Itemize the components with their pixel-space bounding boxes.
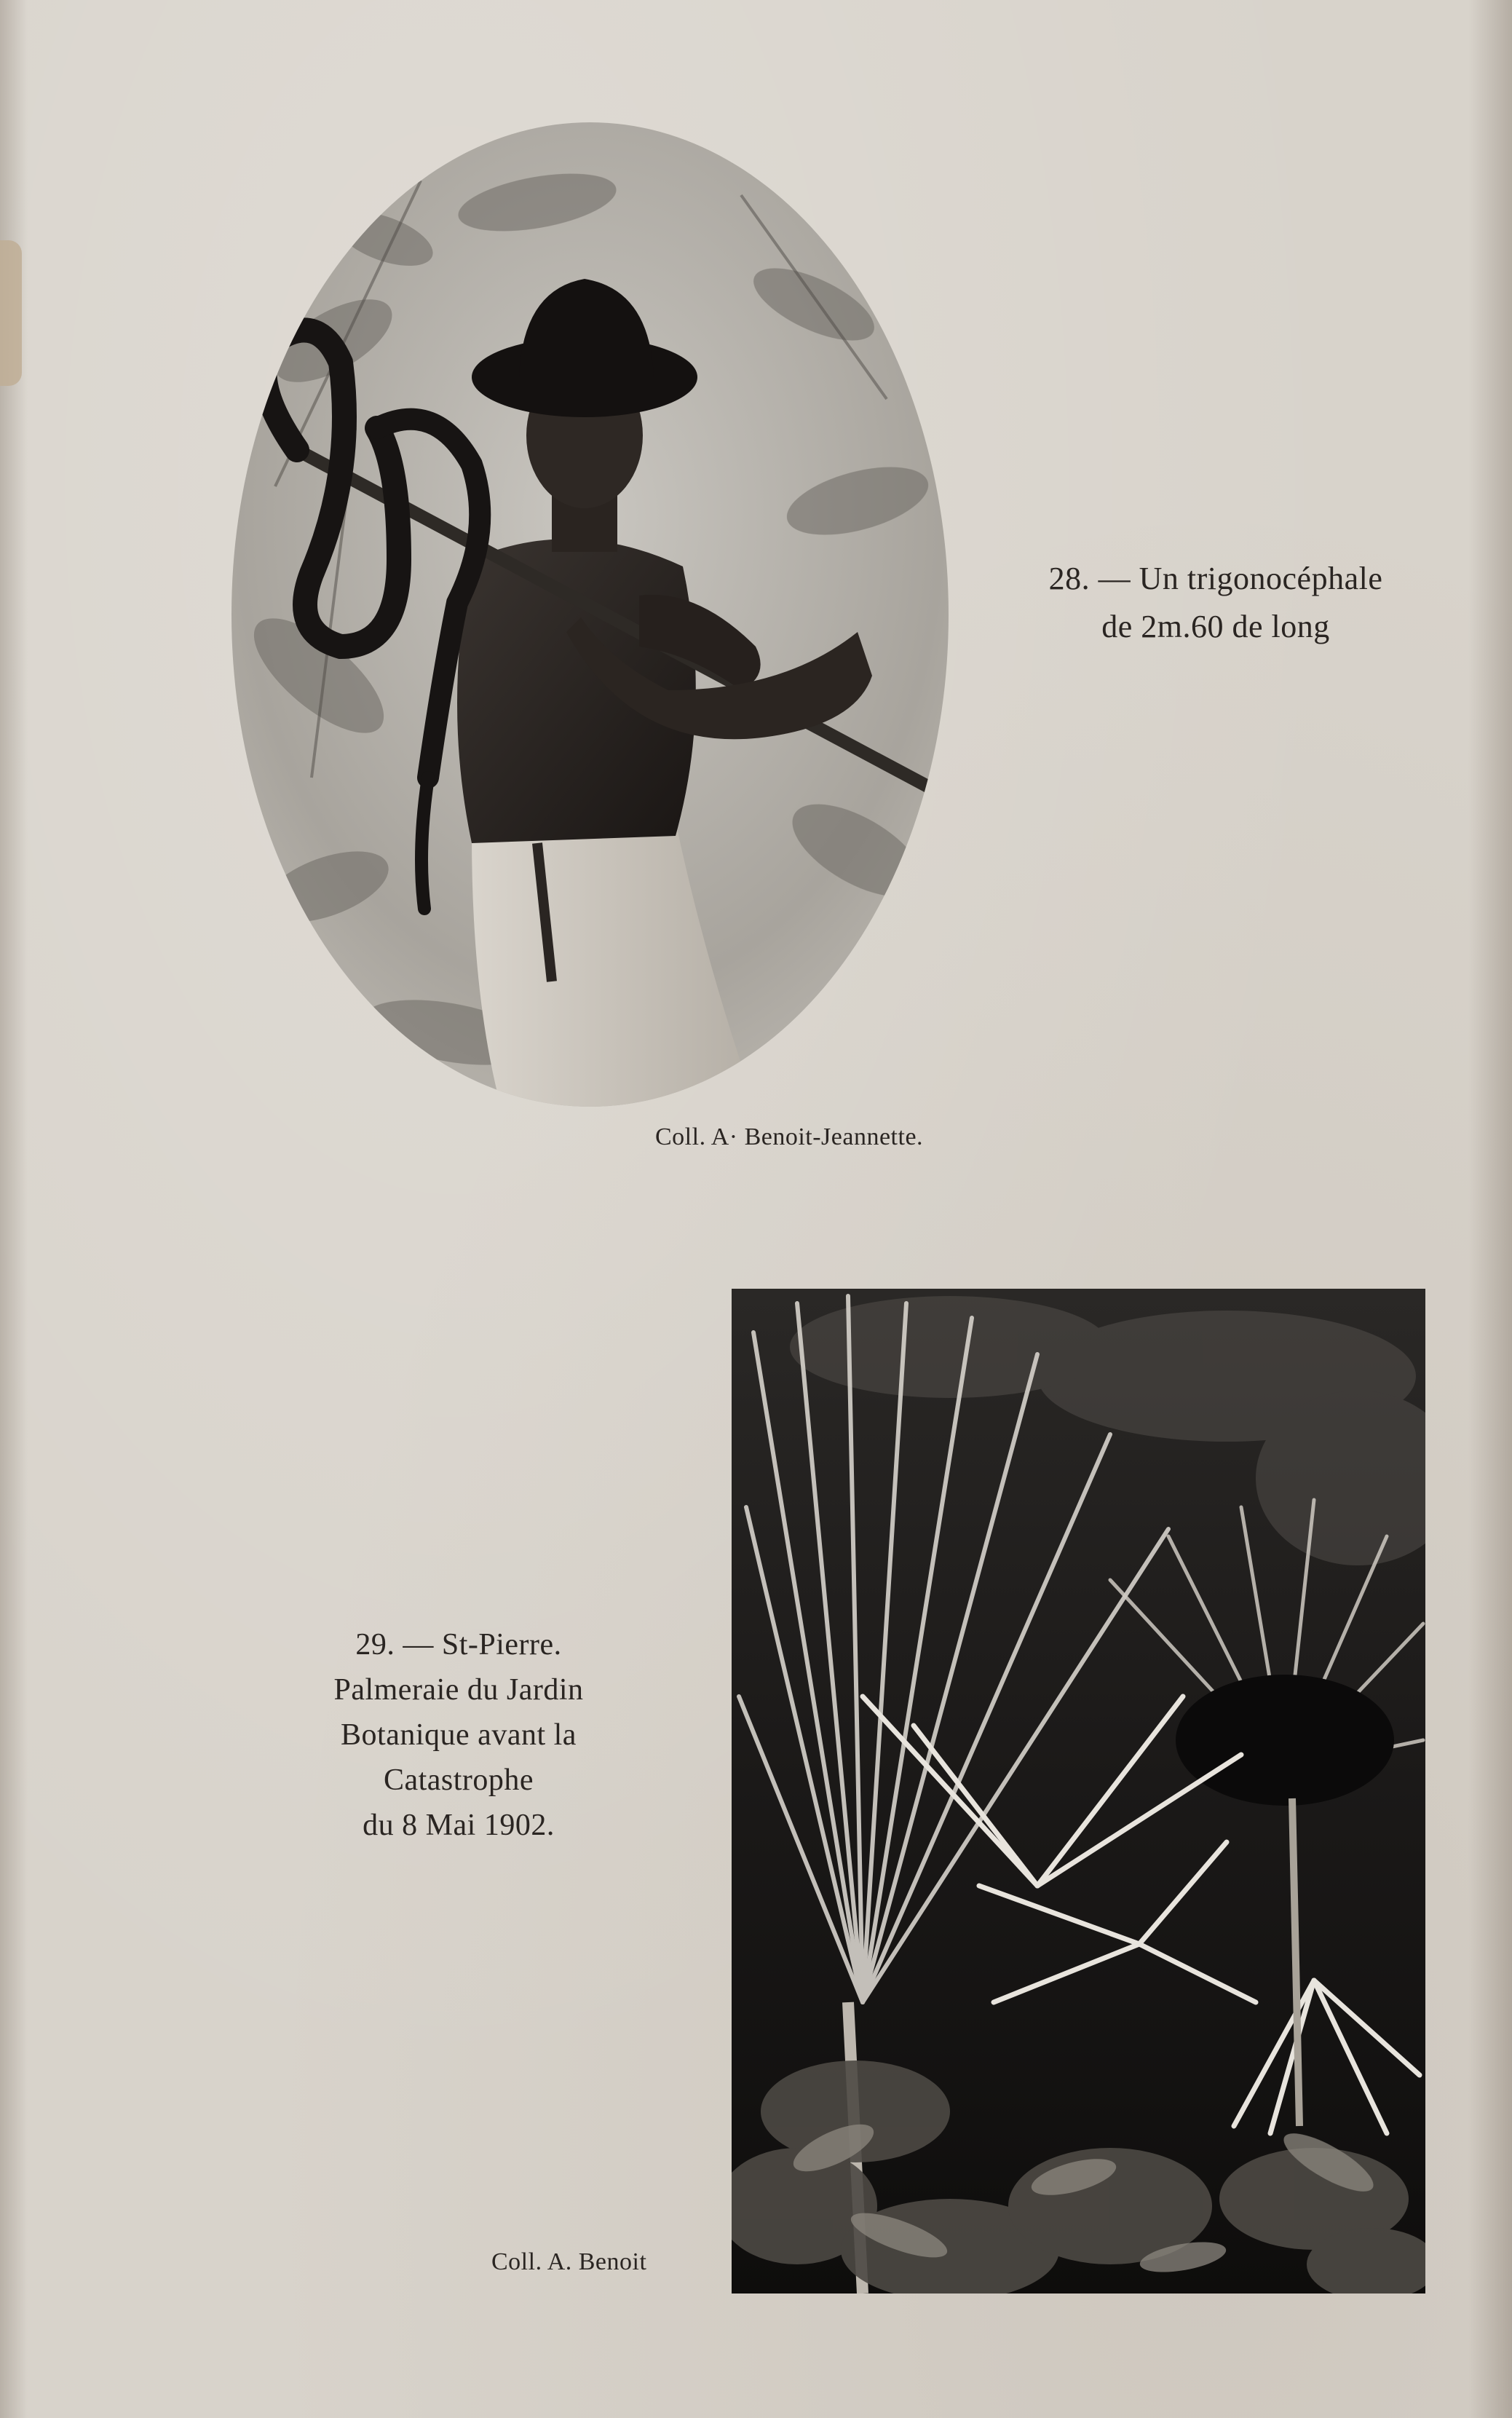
photograph-palm-garden [732,1289,1425,2293]
plate-29-caption-line-5: du 8 Mai 1902. [363,1809,555,1842]
plate-29-caption-line-1: 29. — St-Pierre. [355,1628,562,1662]
plate-28-caption [1005,555,1427,651]
plate-28-caption-line-1: 28. — Un trigonocéphale [1048,561,1383,596]
plate-29-caption-line-3: Botanique avant la [341,1718,577,1752]
page-shadow-right [1468,0,1512,2418]
plate-29-caption-line-4: Catastrophe [383,1763,534,1797]
plate-29-caption [284,1622,633,1848]
plate-29-caption-line-2: Palmeraie du Jardin [333,1673,584,1707]
portrait-illustration [231,122,949,1107]
plate-28-credit: Coll. A· Benoit-Jeannette. [655,1123,924,1150]
oval-photograph-man-with-snake [231,122,949,1107]
page-tab-mark [0,240,22,386]
plate-29-credit: Coll. A. Benoit [491,2248,647,2275]
palm-illustration [732,1289,1425,2293]
plate-28-caption-line-2: de 2m.60 de long [1101,609,1330,644]
